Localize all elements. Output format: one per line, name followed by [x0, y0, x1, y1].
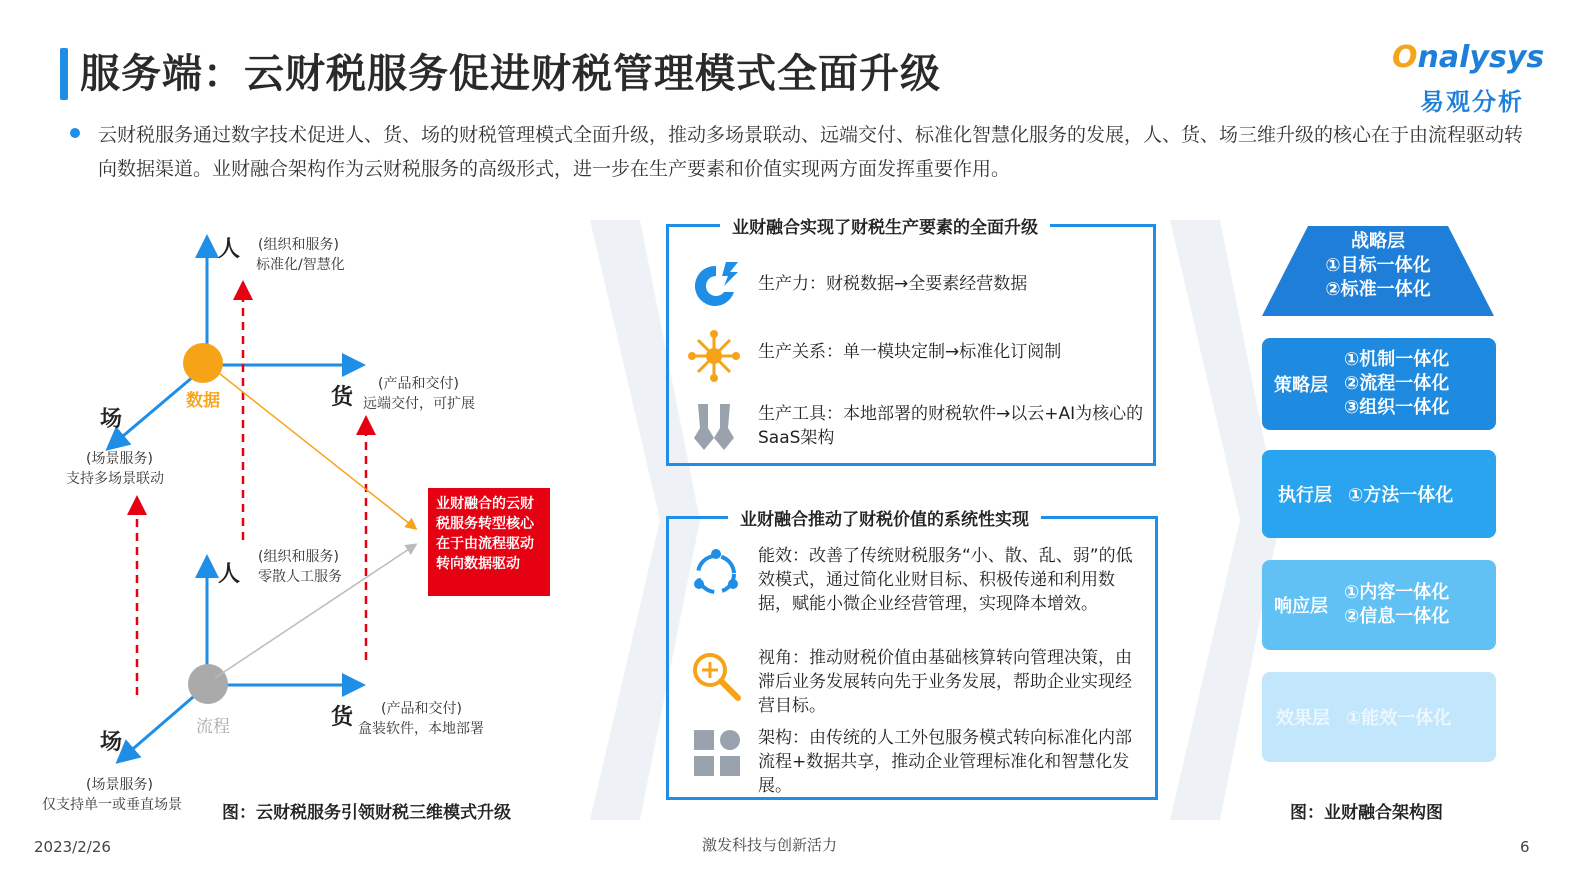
core-insight-box: 业财融合的云财税服务转型核心在于由流程驱动转向数据驱动 — [428, 488, 550, 596]
upper-person-sub2: 标准化/智慧化 — [256, 257, 345, 273]
strategy-item-2: ②标准一体化 — [1325, 279, 1431, 300]
upper-goods-label: 货 — [331, 385, 354, 410]
upper-place-label: 场 — [100, 407, 123, 432]
execute-name: 执行层 — [1278, 485, 1332, 506]
tools-icon — [690, 402, 738, 452]
upper-goods-sub2: 远端交付，可扩展 — [363, 396, 475, 412]
lower-goods-sub1: (产品和交付) — [381, 701, 462, 717]
tactic-item-3: ③组织一体化 — [1344, 397, 1450, 418]
lower-person-sub2: 零散人工服务 — [258, 569, 342, 585]
panel2-item-3: 架构：由传统的人工外包服务模式转向标准化内部流程+数据共享，推动企业管理标准化和智慧化发展。 — [758, 728, 1132, 796]
data-label: 数据 — [186, 391, 220, 411]
lower-place-sub1: (场景服务) — [86, 777, 153, 793]
upper-place-sub2: 支持多场景联动 — [66, 471, 164, 487]
strategy-layer — [1260, 230, 1496, 302]
lower-person-label: 人 — [218, 562, 241, 587]
panel1-item-1: 生产力：财税数据→全要素经营数据 — [758, 274, 1028, 294]
lower-goods-sub2: 盒装软件，本地部署 — [358, 721, 484, 737]
upper-person-label: 人 — [218, 237, 241, 262]
lower-place-sub2: 仅支持单一或垂直场景 — [42, 797, 182, 813]
intro-paragraph: 云财税服务通过数字技术促进人、货、场的财税管理模式全面升级，推动多场景联动、远端交付、标准化智慧化服务的发展，人、货、场三维升级的核心在于由流程驱动转向数据渠道。业财融合架构作为云财税服务的高级形式，进一步在生产要素和价值实现两方面发挥重要作用。 — [98, 124, 1524, 180]
panel2-item-2: 视角：推动财税价值由基础核算转向管理决策，由滞后业务发展转向先于业务发展，帮助企业实现经营目标。 — [758, 648, 1132, 716]
panel1-item-3: 生产工具：本地部署的财税软件→以云+AI为核心的SaaS架构 — [758, 404, 1144, 448]
right-caption: 图：业财融合架构图 — [1290, 803, 1443, 823]
left-caption: 图：云财税服务引领财税三维模式升级 — [222, 803, 511, 823]
panel2-title: 业财融合推动了财税价值的系统性实现 — [728, 505, 1041, 530]
cycle-icon — [690, 548, 742, 600]
upper-person-sub1: (组织和服务) — [258, 237, 339, 253]
network-icon — [688, 330, 740, 382]
bullet-dot — [70, 128, 80, 138]
panel1-item-2: 生产关系：单一模块定制→标准化订阅制 — [758, 342, 1062, 362]
magnifier-icon — [690, 650, 742, 702]
footer-date: 2023/2/26 — [34, 838, 111, 856]
grid-icon — [692, 728, 742, 778]
lower-place-label: 场 — [100, 730, 123, 755]
lower-goods-label: 货 — [331, 705, 354, 730]
respond-layer — [1262, 560, 1496, 650]
execute-layer — [1262, 450, 1496, 538]
respond-item-1: ①内容一体化 — [1344, 582, 1450, 603]
process-circle — [188, 664, 228, 704]
magnet-icon — [686, 258, 742, 314]
process-label: 流程 — [196, 717, 230, 737]
logo-chinese: 易观分析 — [1420, 88, 1524, 116]
page-number: 6 — [1520, 838, 1530, 856]
tactic-name: 策略层 — [1274, 375, 1328, 396]
tactic-item-2: ②流程一体化 — [1344, 373, 1450, 394]
tactic-layer — [1262, 338, 1496, 430]
upper-goods-sub1: (产品和交付) — [378, 376, 459, 392]
strategy-item-1: ①目标一体化 — [1325, 255, 1431, 276]
respond-name: 响应层 — [1274, 596, 1328, 617]
panel2-item-1: 能效：改善了传统财税服务“小、散、乱、弱”的低效模式，通过简化业财目标、积极传递和利用数据，赋能小微企业经营管理，实现降本增效。 — [758, 546, 1133, 614]
respond-item-2: ②信息一体化 — [1344, 606, 1450, 627]
page-title: 服务端：云财税服务促进财税管理模式全面升级 — [80, 51, 941, 97]
effect-name: 效果层 — [1276, 708, 1330, 729]
logo-analysys: Onalysys — [1392, 40, 1545, 75]
effect-layer — [1262, 672, 1496, 762]
lower-person-sub1: (组织和服务) — [258, 549, 339, 565]
panel1-title: 业财融合实现了财税生产要素的全面升级 — [720, 213, 1050, 238]
data-circle — [183, 343, 223, 383]
title-accent-bar — [60, 48, 68, 100]
effect-item-1: ①能效一体化 — [1346, 708, 1452, 729]
footer-slogan: 激发科技与创新活力 — [702, 836, 838, 854]
upper-place-sub1: (场景服务) — [86, 451, 153, 467]
tactic-item-1: ①机制一体化 — [1344, 349, 1450, 370]
strategy-name: 战略层 — [1351, 231, 1405, 252]
execute-item-1: ①方法一体化 — [1348, 485, 1454, 506]
